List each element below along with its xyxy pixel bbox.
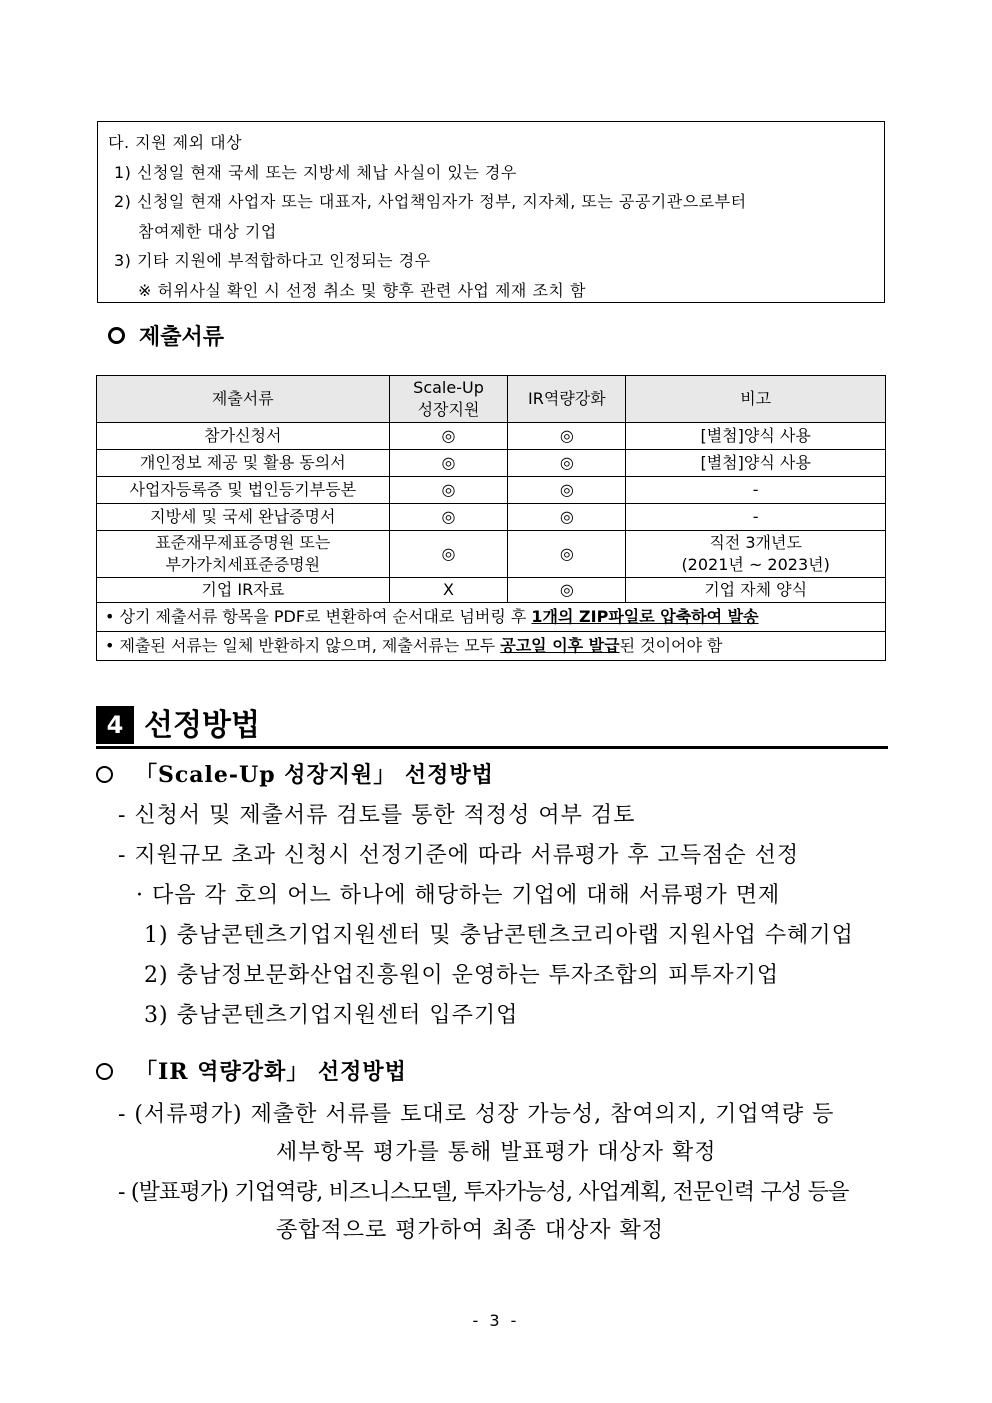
docs-table (96, 375, 886, 661)
cell-note: - (626, 477, 886, 504)
table-row (97, 531, 886, 578)
ir-line-4: 종합적으로 평가하여 최종 대상자 확정 (276, 1218, 665, 1243)
exclusion-note: ※ 허위사실 확인 시 선정 취소 및 향후 관련 사업 제재 조치 함 (138, 280, 586, 300)
exclusion-box (97, 121, 885, 303)
cell-scaleup: ◎ (389, 450, 508, 477)
cell-note: 기업 자체 양식 (626, 578, 886, 603)
ir-heading-text: 「IR 역량강화」 선정방법 (135, 1059, 407, 1085)
cell-scaleup: ◎ (389, 531, 508, 578)
cell-doc-name-line1: 표준재무제표증명원 또는 (155, 533, 331, 552)
table-note-row (97, 632, 886, 661)
cell-note-line1: 직전 3개년도 (709, 533, 802, 552)
cell-ir: ◎ (508, 578, 626, 603)
header-scaleup (389, 376, 508, 423)
header-ir: IR역량강화 (508, 376, 626, 423)
table-header-row (97, 376, 886, 423)
table-row (97, 504, 886, 531)
cell-note: [별첨]양식 사용 (626, 450, 886, 477)
table-row (97, 450, 886, 477)
scaleup-heading-text: 「Scale-Up 성장지원」 선정방법 (135, 762, 494, 788)
ir-block (96, 1055, 896, 1255)
cell-note-line2: (2021년 ~ 2023년) (681, 555, 830, 574)
header-note: 비고 (626, 376, 886, 423)
exclusion-item-2-cont: 참여제한 대상 기업 (138, 221, 277, 241)
cell-doc-name: 지방세 및 국세 완납증명서 (97, 504, 390, 531)
table-note-2 (97, 632, 886, 661)
header-docs: 제출서류 (97, 376, 390, 423)
table-row (97, 477, 886, 504)
scaleup-heading (96, 758, 494, 789)
section-4-header (96, 706, 888, 749)
cell-scaleup: ◎ (389, 477, 508, 504)
scaleup-line-5: 2) 충남정보문화산업진흥원이 운영하는 투자조합의 피투자기업 (144, 963, 780, 988)
scaleup-line-6: 3) 충남콘텐츠기업지원센터 입주기업 (144, 1003, 519, 1028)
header-scaleup-line2: 성장지원 (417, 400, 480, 419)
cell-ir: ◎ (508, 531, 626, 578)
scaleup-block (96, 758, 896, 1038)
ir-line-2: 세부항목 평가를 통해 발표평가 대상자 확정 (276, 1140, 717, 1165)
cell-ir: ◎ (508, 423, 626, 450)
cell-doc-name: 기업 IR자료 (97, 578, 390, 603)
open-circle-bullet-icon (96, 766, 113, 783)
page-number: - 3 - (472, 1311, 520, 1330)
header-scaleup-line1: Scale-Up (413, 378, 484, 397)
scaleup-line-4: 1) 충남콘텐츠기업지원센터 및 충남콘텐츠코리아랩 지원사업 수혜기업 (144, 923, 854, 948)
table-row (97, 578, 886, 603)
ir-heading (96, 1055, 407, 1086)
section-title: 선정방법 (144, 708, 260, 743)
exclusion-item-2: 2) 신청일 현재 사업자 또는 대표자, 사업책임자가 정부, 지자체, 또는 공공기관으로부터 (114, 192, 747, 211)
cell-note (626, 531, 886, 578)
note-2-text-end: 된 것이어야 함 (619, 636, 723, 655)
circle-bullet-icon (108, 327, 125, 344)
cell-note: - (626, 504, 886, 531)
docs-section-title: 제출서류 (139, 325, 225, 350)
note-2-text: • 제출된 서류는 일체 반환하지 않으며, 제출서류는 모두 (105, 636, 501, 655)
table-row (97, 423, 886, 450)
ir-line-1: - (서류평가) 제출한 서류를 토대로 성장 가능성, 참여의지, 기업역량 등 (118, 1102, 835, 1127)
note-2-emphasis: 공고일 이후 발급 (500, 636, 620, 655)
exclusion-item-1: 1) 신청일 현재 국세 또는 지방세 체납 사실이 있는 경우 (114, 162, 517, 182)
cell-note: [별첨]양식 사용 (626, 423, 886, 450)
cell-doc-name-line2: 부가가치세표준증명원 (165, 555, 321, 574)
open-circle-bullet-icon (96, 1063, 113, 1080)
table-note-row (97, 603, 886, 632)
scaleup-line-1: - 신청서 및 제출서류 검토를 통한 적정성 여부 검토 (118, 803, 636, 828)
table-note-1 (97, 603, 886, 632)
note-1-emphasis: 1개의 ZIP파일로 압축하여 발송 (531, 607, 759, 626)
scaleup-line-3: · 다음 각 호의 어느 하나에 해당하는 기업에 대해 서류평가 면제 (136, 883, 781, 908)
scaleup-line-2: - 지원규모 초과 신청시 선정기준에 따라 서류평가 후 고득점순 선정 (118, 843, 800, 868)
cell-doc-name (97, 531, 390, 578)
ir-line-3: - (발표평가) 기업역량, 비즈니스모델, 투자가능성, 사업계획, 전문인력 구성 등을 (118, 1180, 849, 1205)
exclusion-title: 다. 지원 제외 대상 (108, 133, 243, 152)
cell-doc-name: 개인정보 제공 및 활용 동의서 (97, 450, 390, 477)
cell-ir: ◎ (508, 504, 626, 531)
cell-ir: ◎ (508, 477, 626, 504)
cell-doc-name: 참가신청서 (97, 423, 390, 450)
cell-doc-name: 사업자등록증 및 법인등기부등본 (97, 477, 390, 504)
cell-ir: ◎ (508, 450, 626, 477)
cell-scaleup: ◎ (389, 504, 508, 531)
note-1-text: • 상기 제출서류 항목을 PDF로 변환하여 순서대로 넘버링 후 (105, 607, 532, 626)
section-number-badge: 4 (96, 706, 134, 744)
docs-section-heading (108, 320, 224, 351)
exclusion-item-3: 3) 기타 지원에 부적합하다고 인정되는 경우 (114, 251, 431, 270)
cell-scaleup: X (389, 578, 508, 603)
cell-scaleup: ◎ (389, 423, 508, 450)
